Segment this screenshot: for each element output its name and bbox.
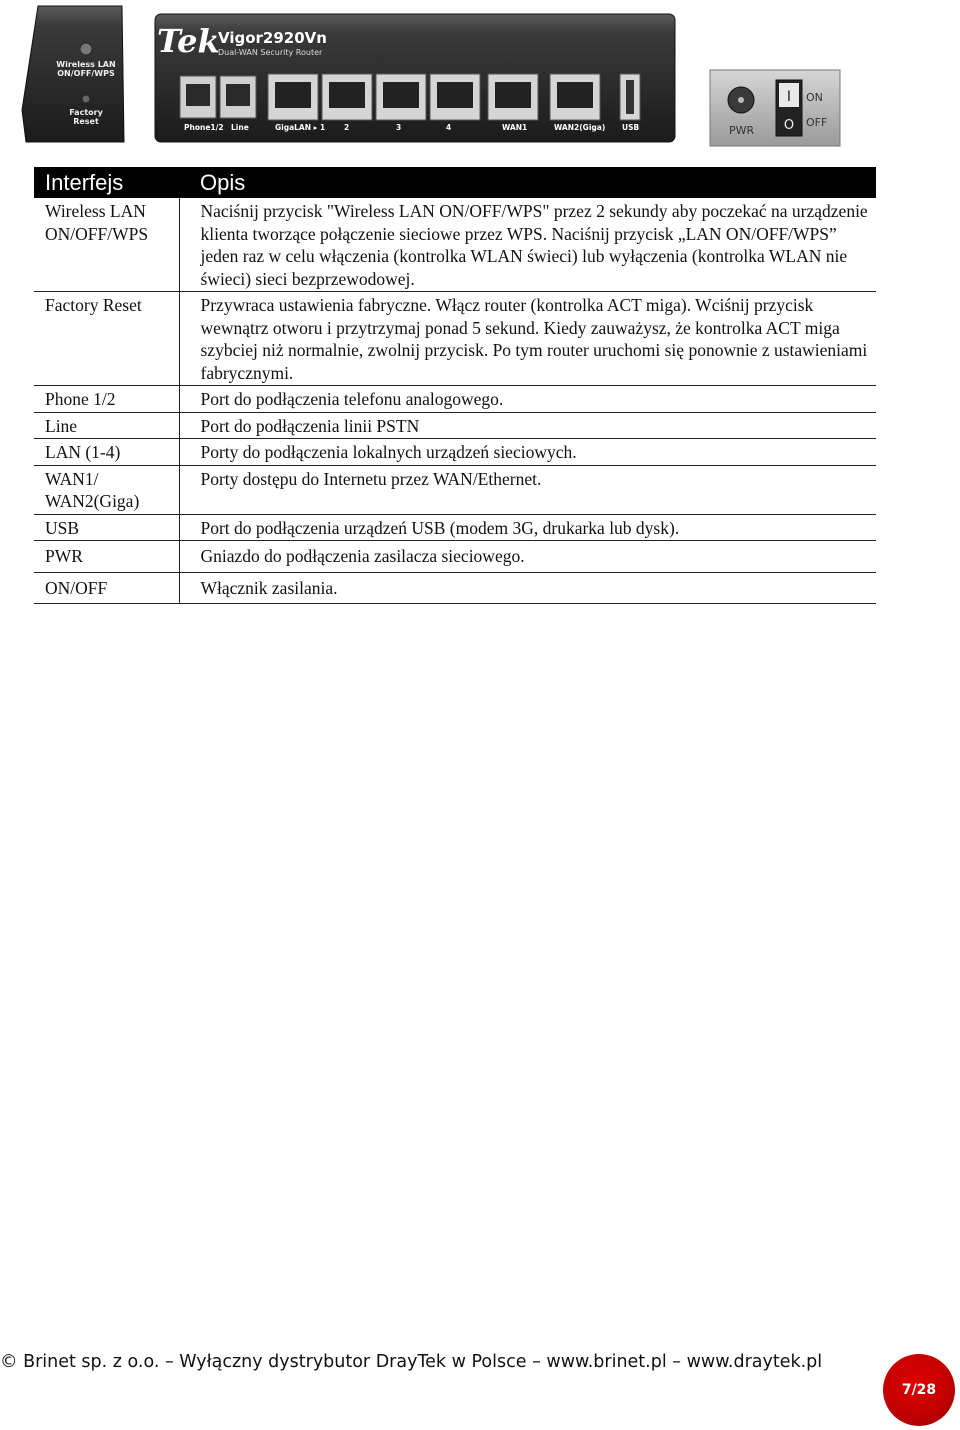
wireless-lan-label: Wireless LAN xyxy=(56,60,116,69)
table-row xyxy=(34,386,876,413)
interface-name: PWR xyxy=(34,541,179,573)
factory-label: Factory xyxy=(69,108,103,117)
model-subtitle: Dual-WAN Security Router xyxy=(218,48,323,57)
ethernet-ports xyxy=(268,74,600,120)
on-label: ON xyxy=(806,91,823,104)
port-label-gigalan: GigaLAN ▸ 1 xyxy=(275,123,326,132)
interface-description: Przywraca ustawienia fabryczne. Włącz router (kontrolka ACT miga). Wciśnij przycisk wewnątrz otworu i przytrzymaj ponad 5 sekund. Kiedy zauważysz, że kontrolka ACT miga szybciej niż normalnie, zwolnij przycisk. Po tym router uruchomi się ponownie z ustawieniami fabrycznymi. xyxy=(179,292,876,386)
table-header-row xyxy=(34,167,876,198)
table-row xyxy=(34,541,876,573)
header-interface: Interfejs xyxy=(34,167,179,198)
page-number-badge: 7/28 xyxy=(883,1354,955,1426)
table-row xyxy=(34,514,876,541)
switch-off-glyph: O xyxy=(783,118,795,133)
interface-table xyxy=(34,167,876,604)
port-label-2: 2 xyxy=(344,123,350,132)
wps-label: ON/OFF/WPS xyxy=(57,69,115,78)
interface-name: ON/OFF xyxy=(34,572,179,604)
port-panel xyxy=(155,14,675,142)
interface-name: Line xyxy=(34,412,179,439)
table-row xyxy=(34,412,876,439)
factory-reset-hole[interactable] xyxy=(82,95,90,103)
interface-description: Naciśnij przycisk "Wireless LAN ON/OFF/WPS" przez 2 sekundy aby poczekać na urządzenie klienta tworzące połączenie sieciowe przez WPS. Naciśnij przycisk „LAN ON/OFF/WPS” jeden raz w celu włączenia (kontrolka WLAN świeci) lub wyłączenia (kontrolka WLAN nie świeci) sieci bezprzewodowej. xyxy=(179,198,876,292)
brand-fragment: Tek xyxy=(157,22,220,60)
table-row xyxy=(34,439,876,466)
port-label-wan2: WAN2(Giga) xyxy=(554,123,606,132)
interface-name: Phone 1/2 xyxy=(34,386,179,413)
table-row xyxy=(34,198,876,292)
interface-description: Gniazdo do podłączenia zasilacza sieciowego. xyxy=(179,541,876,573)
interface-description: Porty dostępu do Internetu przez WAN/Ethernet. xyxy=(179,465,876,514)
port-label-4: 4 xyxy=(446,123,452,132)
reset-label: Reset xyxy=(73,117,99,126)
footer-text: © Brinet sp. z o.o. – Wyłączny dystrybutor DrayTek w Polsce – www.brinet.pl – www.draytek.pl xyxy=(0,1352,823,1372)
interface-description: Włącznik zasilania. xyxy=(179,572,876,604)
table-row xyxy=(34,572,876,604)
interface-description: Port do podłączenia urządzeń USB (modem 3G, drukarka lub dysk). xyxy=(179,514,876,541)
port-label-wan1: WAN1 xyxy=(502,123,528,132)
table-row xyxy=(34,465,876,514)
button-panel xyxy=(22,6,124,142)
interface-description: Porty do podłączenia lokalnych urządzeń sieciowych. xyxy=(179,439,876,466)
interface-name: WAN1/ WAN2(Giga) xyxy=(34,465,179,514)
header-description: Opis xyxy=(179,167,876,198)
port-label-3: 3 xyxy=(396,123,402,132)
interface-name: USB xyxy=(34,514,179,541)
port-label-usb: USB xyxy=(622,123,640,132)
port-label-line: Line xyxy=(231,123,249,132)
pwr-label: PWR xyxy=(729,124,755,137)
interface-name: Wireless LAN ON/OFF/WPS xyxy=(34,198,179,292)
port-label-phone: Phone1/2 xyxy=(184,123,224,132)
off-label: OFF xyxy=(806,116,828,129)
wireless-lan-button[interactable] xyxy=(80,43,92,55)
interface-name: Factory Reset xyxy=(34,292,179,386)
page-footer xyxy=(0,1352,960,1382)
interface-name: LAN (1-4) xyxy=(34,439,179,466)
table-row xyxy=(34,292,876,386)
model-name: Vigor2920Vn xyxy=(218,29,327,47)
interface-description: Port do podłączenia linii PSTN xyxy=(179,412,876,439)
switch-on-glyph: I xyxy=(786,89,792,105)
router-rear-panel-image xyxy=(0,0,960,150)
interface-description: Port do podłączenia telefonu analogowego. xyxy=(179,386,876,413)
power-panel xyxy=(710,70,840,146)
